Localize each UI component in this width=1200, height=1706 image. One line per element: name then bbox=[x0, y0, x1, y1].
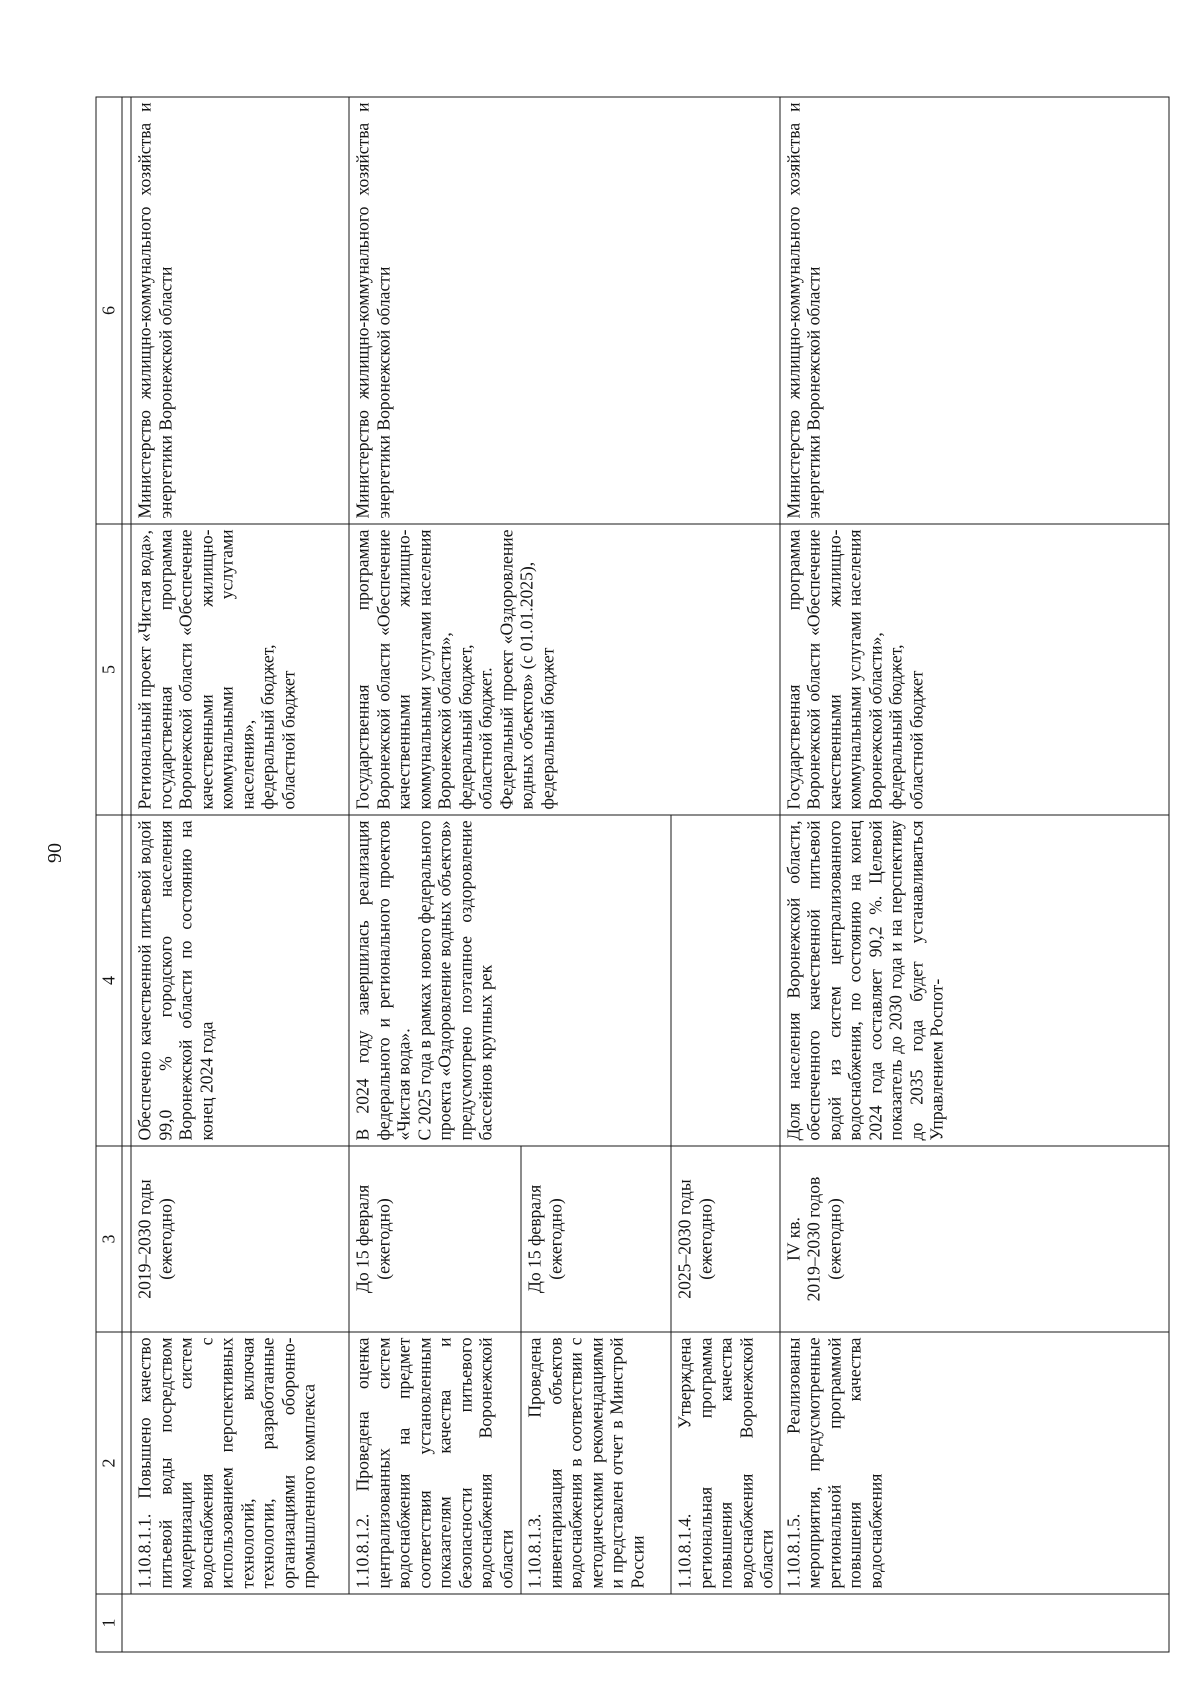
spacer-row bbox=[122, 97, 131, 1652]
measure-text: 1.10.8.1.1. Повышено качество питьевой воды посредством модернизации систем водоснабжения с использованием перспективных технологий, включая технологии, разработанные организациями оборонно-промышленного комплекса bbox=[131, 1332, 349, 1594]
result-empty-cell bbox=[671, 815, 780, 1146]
rotated-table-frame bbox=[95, 97, 1169, 1652]
measure-text: 1.10.8.1.3. Проведена инвентаризация объектов водоснабжения в соответствии с методическими рекомендациями и представлен отчет в Минстрой России bbox=[521, 1332, 671, 1594]
spacer-cell bbox=[122, 1332, 131, 1594]
spacer-cell bbox=[122, 97, 131, 524]
page-number: 90 bbox=[44, 843, 66, 863]
executor-text: Министерство жилищно-коммунального хозяйства и энергетики Воронежской области bbox=[779, 97, 1169, 524]
table-row bbox=[349, 97, 521, 1652]
result-text: Доля населения Воронежской области, обеспеченного качественной питьевой водой из систем централизованного водоснабжения, по состоянию на конец 2024 года составляет 90,2 %. Целевой показатель до 2030 года и на перспективу до 2035 года будет устанавливаться Управлением Роспот- bbox=[779, 815, 1169, 1146]
measure-text: 1.10.8.1.4. Утверждена региональная программа повышения качества водоснабжения Воронежской области bbox=[671, 1332, 780, 1594]
measure-text: 1.10.8.1.2. Проведена оценка централизованных систем водоснабжения на предмет соответствия установленным показателям качества и безопасности питьевого водоснабжения Воронежской области bbox=[349, 1332, 521, 1594]
header-cell: 4 bbox=[96, 815, 122, 1146]
term-text: IV кв. 2019–2030 годов (ежегодно) bbox=[779, 1146, 1169, 1332]
table-row bbox=[779, 97, 1169, 1652]
source-text: Государственная программа Воронежской области «Обеспечение качественными жилищно-коммунальными услугами населения Воронежской области», федеральный бюджет, областной бюджет. Федеральный проект «Оздоровление водных объектов» (с 01.01.2025), федеральный бюджет bbox=[349, 524, 780, 815]
term-text: 2025–2030 годы (ежегодно) bbox=[671, 1146, 780, 1332]
header-cell: 5 bbox=[96, 524, 122, 815]
col1-empty-cell bbox=[122, 1594, 1169, 1652]
column-number-row bbox=[96, 97, 122, 1652]
header-cell: 3 bbox=[96, 1146, 122, 1332]
measures-table bbox=[95, 96, 1169, 1652]
term-text: До 15 февраля (ежегодно) bbox=[521, 1146, 671, 1332]
result-text: Обеспечено качественной питьевой водой 99,0 % городского населения Воронежской области по состоянию на конец 2024 года bbox=[131, 815, 349, 1146]
term-text: 2019–2030 годы (ежегодно) bbox=[131, 1146, 349, 1332]
source-text: Государственная программа Воронежской области «Обеспечение качественными жилищно-коммунальными услугами населения Воронежской области», федеральный бюджет, областной бюджет bbox=[779, 524, 1169, 815]
executor-text: Министерство жилищно-коммунального хозяйства и энергетики Воронежской области bbox=[349, 97, 780, 524]
source-text: Региональный проект «Чистая вода», государственная программа Воронежской области «Обеспечение качественными жилищно-коммунальными услугами населения», федеральный бюджет, областной бюджет bbox=[131, 524, 349, 815]
header-cell: 2 bbox=[96, 1332, 122, 1594]
spacer-cell bbox=[122, 1146, 131, 1332]
executor-text: Министерство жилищно-коммунального хозяйства и энергетики Воронежской области bbox=[131, 97, 349, 524]
term-text: До 15 февраля (ежегодно) bbox=[349, 1146, 521, 1332]
header-cell: 1 bbox=[96, 1594, 122, 1652]
header-cell: 6 bbox=[96, 97, 122, 524]
table-row bbox=[131, 97, 349, 1652]
result-text: В 2024 году завершилась реализация федерального и регионального проектов «Чистая вода». С 2025 года в рамках нового федерального проекта «Оздоровление водных объектов» предусмотрено поэтапное оздоровление бассейнов крупных рек bbox=[349, 815, 671, 1146]
spacer-cell bbox=[122, 524, 131, 815]
spacer-cell bbox=[122, 815, 131, 1146]
measure-text: 1.10.8.1.5. Реализованы мероприятия, предусмотренные региональной программой повышения качества водоснабжения bbox=[779, 1332, 1169, 1594]
